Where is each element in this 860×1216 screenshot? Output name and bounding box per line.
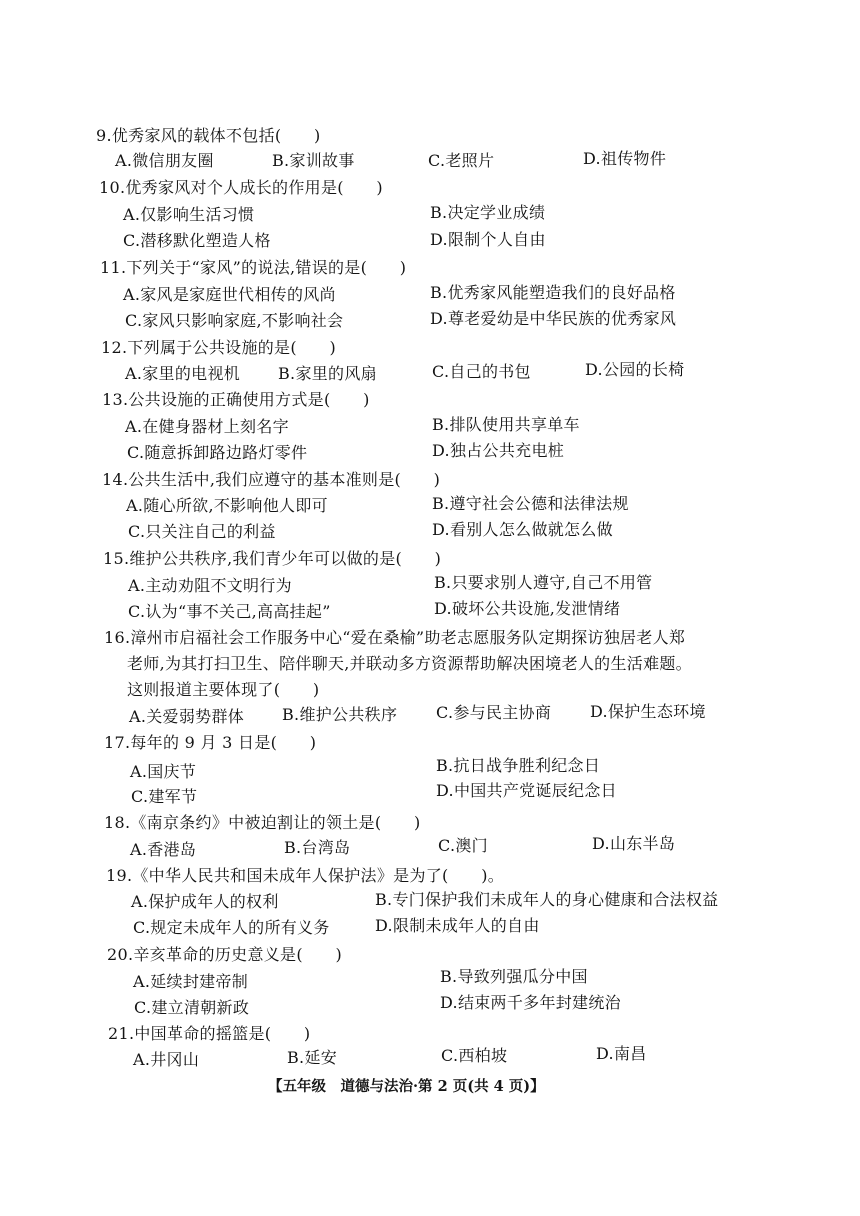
question-18-option-a: A.香港岛: [130, 840, 197, 859]
question-21-option-d: D.南昌: [596, 1044, 647, 1063]
question-19-option-a: A.保护成年人的权利: [131, 892, 279, 911]
question-11-option-a: A.家风是家庭世代相传的风尚: [123, 285, 336, 304]
question-16-stem-line-1: 16.漳州市启福社会工作服务中心“爱在桑榆”助老志愿服务队定期探访独居老人郑: [104, 628, 686, 647]
question-13-option-a: A.在健身器材上刻名字: [125, 417, 289, 436]
question-12-option-b: B.家里的风扇: [278, 364, 377, 383]
question-12-option-d: D.公园的长椅: [585, 360, 685, 379]
question-13-option-b: B.排队使用共享单车: [432, 415, 580, 434]
question-17-option-a: A.国庆节: [130, 762, 197, 781]
question-12-stem: 12.下列属于公共设施的是( ): [101, 338, 337, 357]
question-17-option-d: D.中国共产党诞辰纪念日: [436, 781, 617, 800]
question-20-stem: 20.辛亥革命的历史意义是( ): [107, 945, 343, 964]
question-9-option-c: C.老照片: [428, 151, 495, 170]
question-13-stem: 13.公共设施的正确使用方式是( ): [102, 390, 370, 409]
question-16-option-d: D.保护生态环境: [590, 702, 706, 721]
question-9-option-d: D.祖传物件: [583, 149, 667, 168]
question-10-option-c: C.潜移默化塑造人格: [123, 231, 271, 250]
question-21-stem: 21.中国革命的摇篮是( ): [108, 1024, 311, 1043]
question-10-stem: 10.优秀家风对个人成长的作用是( ): [99, 178, 383, 197]
question-14-stem: 14.公共生活中,我们应遵守的基本准则是( ): [102, 470, 441, 489]
question-9-option-a: A.微信朋友圈: [115, 151, 214, 170]
question-9-stem: 9.优秀家风的载体不包括( ): [96, 126, 321, 145]
question-14-option-d: D.看别人怎么做就怎么做: [432, 520, 613, 539]
question-19-stem: 19.《中华人民共和国未成年人保护法》是为了( )。: [106, 866, 505, 885]
question-19-option-b: B.专门保护我们未成年人的身心健康和合法权益: [375, 890, 719, 909]
question-20-option-b: B.导致列强瓜分中国: [440, 967, 588, 986]
question-13-option-c: C.随意拆卸路边路灯零件: [127, 443, 308, 462]
question-15-option-b: B.只要求别人遵守,自己不用管: [434, 573, 653, 592]
question-21-option-b: B.延安: [287, 1048, 338, 1067]
question-20-option-d: D.结束两千多年封建统治: [440, 993, 621, 1012]
question-12-option-c: C.自己的书包: [432, 362, 531, 381]
question-16-stem-line-2: 老师,为其打扫卫生、陪伴聊天,并联动多方资源帮助解决困境老人的生活难题。: [127, 654, 692, 673]
question-15-option-d: D.破坏公共设施,发泄情绪: [434, 599, 621, 618]
question-18-stem: 18.《南京条约》中被迫割让的领土是( ): [104, 813, 421, 832]
question-10-option-d: D.限制个人自由: [430, 230, 546, 249]
question-17-option-c: C.建军节: [131, 787, 198, 806]
question-17-stem: 17.每年的 9 月 3 日是( ): [104, 733, 317, 752]
question-10-option-a: A.仅影响生活习惯: [123, 205, 255, 224]
question-20-option-c: C.建立清朝新政: [134, 998, 250, 1017]
question-12-option-a: A.家里的电视机: [125, 364, 241, 383]
question-17-option-b: B.抗日战争胜利纪念日: [436, 756, 601, 775]
question-21-option-c: C.西柏坡: [441, 1046, 508, 1065]
question-10-option-b: B.决定学业成绩: [430, 203, 546, 222]
question-18-option-d: D.山东半岛: [592, 834, 676, 853]
question-11-option-b: B.优秀家风能塑造我们的良好品格: [430, 283, 676, 302]
question-16-option-c: C.参与民主协商: [436, 703, 552, 722]
question-18-option-c: C.澳门: [438, 836, 488, 855]
question-16-option-a: A.关爱弱势群体: [129, 707, 245, 726]
question-13-option-d: D.独占公共充电桩: [432, 441, 565, 460]
question-16-option-b: B.维护公共秩序: [282, 705, 398, 724]
question-19-option-d: D.限制未成年人的自由: [375, 916, 540, 935]
question-11-option-c: C.家风只影响家庭,不影响社会: [125, 311, 344, 330]
question-16-stem-line-3: 这则报道主要体现了( ): [127, 680, 320, 699]
question-14-option-b: B.遵守社会公德和法律法规: [432, 494, 629, 513]
question-14-option-c: C.只关注自己的利益: [128, 522, 276, 541]
question-11-option-d: D.尊老爱幼是中华民族的优秀家风: [430, 309, 677, 328]
question-20-option-a: A.延续封建帝制: [133, 972, 249, 991]
question-15-option-a: A.主动劝阻不文明行为: [128, 576, 292, 595]
question-18-option-b: B.台湾岛: [284, 838, 351, 857]
question-19-option-c: C.规定未成年人的所有义务: [133, 918, 330, 937]
page-footer: 【五年级 道德与法治·第 2 页(共 4 页)】: [268, 1078, 545, 1095]
question-9-option-b: B.家训故事: [272, 151, 355, 170]
question-14-option-a: A.随心所欲,不影响他人即可: [126, 496, 328, 515]
question-15-option-c: C.认为“事不关己,高高挂起”: [128, 602, 331, 621]
question-15-stem: 15.维护公共秩序,我们青少年可以做的是( ): [103, 549, 442, 568]
question-21-option-a: A.井冈山: [133, 1050, 200, 1069]
question-11-stem: 11.下列关于“家风”的说法,错误的是( ): [100, 258, 407, 277]
